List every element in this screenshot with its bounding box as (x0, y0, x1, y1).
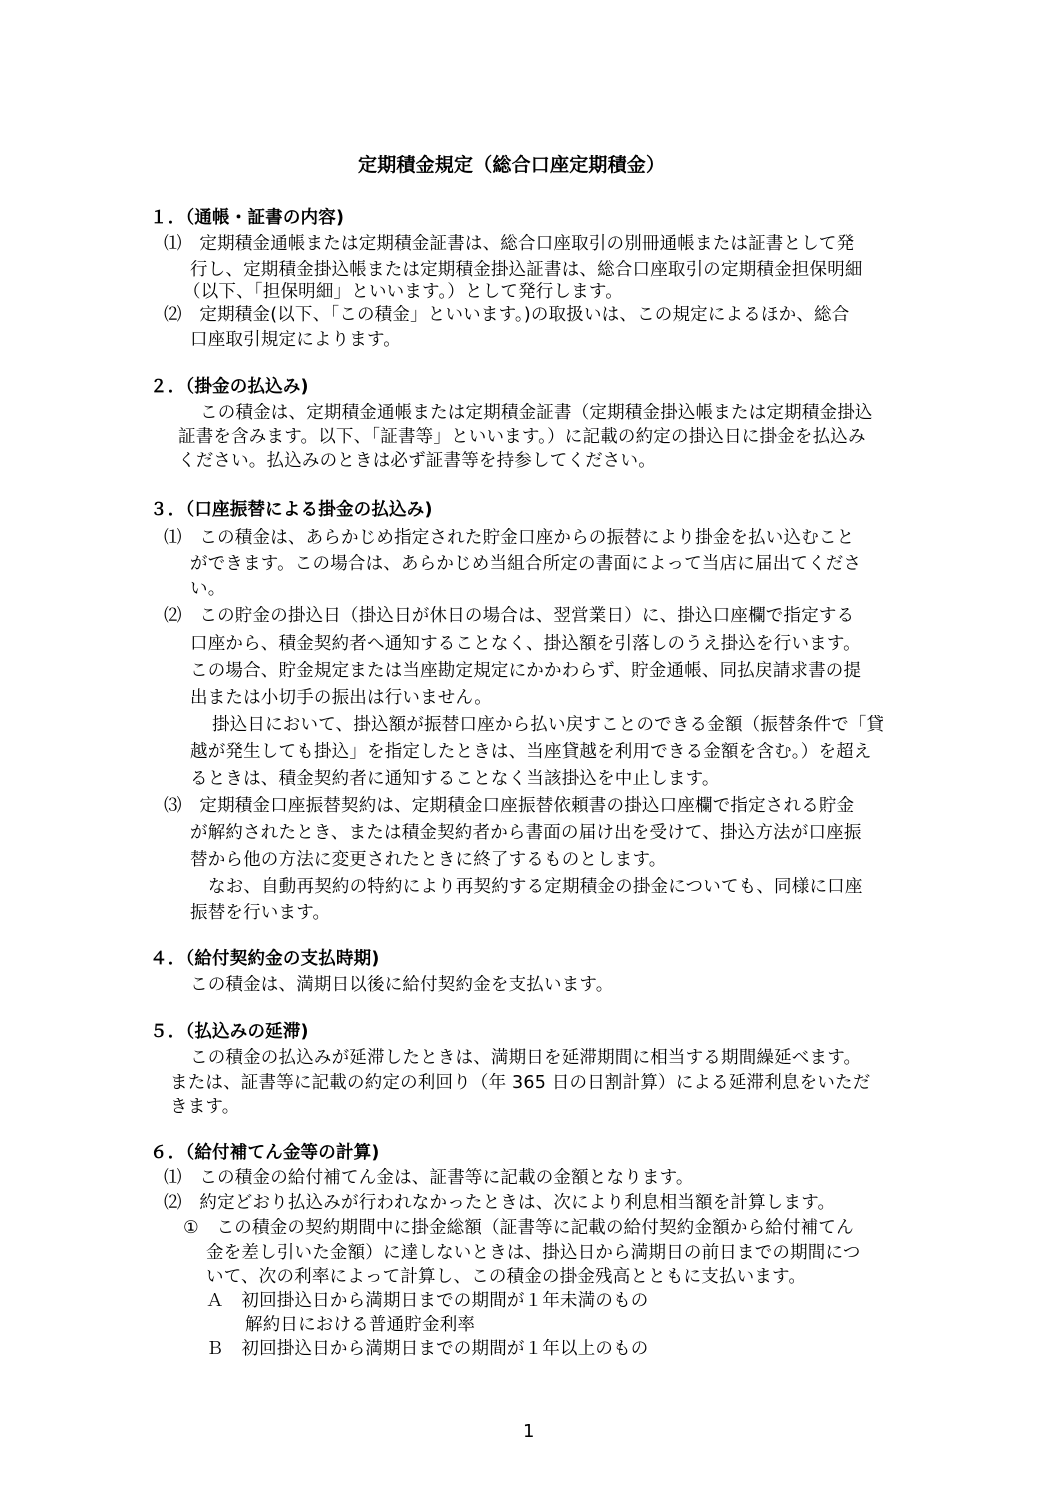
text-line: 口座取引規定によります。 (190, 330, 401, 350)
text-line: るときは、積金契約者に通知することなく当該掛込を中止します。 (190, 769, 720, 789)
text-line: または、証書等に記載の約定の利回り（年 365 日の日割計算）による延滞利息をいただ (170, 1073, 871, 1093)
section-heading-3: ３．（口座振替による掛金の払込み) (150, 500, 433, 520)
text-line: 金を差し引いた金額）に達しないときは、掛込日から満期日の前日までの期間につ (206, 1243, 861, 1263)
text-line: この場合、貯金規定または当座勘定規定にかかわらず、貯金通帳、同払戻請求書の提 (190, 661, 862, 681)
text-line: この積金は、満期日以後に給付契約金を支払います。 (190, 975, 614, 995)
section-heading-6: ６．（給付補てん金等の計算) (150, 1143, 380, 1163)
text-line: 口座から、積金契約者へ通知することなく、掛込額を引落しのうえ掛込を行います。 (190, 634, 861, 654)
text-line: ⑵ 定期積金(以下、「この積金」といいます。)の取扱いは、この規定によるほか、総合 (164, 305, 850, 325)
text-line: い。 (190, 579, 226, 599)
text-line: ⑶ 定期積金口座振替契約は、定期積金口座振替依頼書の掛込口座欄で指定される貯金 (164, 796, 855, 816)
text-line: ⑵ この貯金の掛込日（掛込日が休日の場合は、翌営業日）に、掛込口座欄で指定する (164, 606, 855, 626)
text-line: この積金の払込みが延滞したときは、満期日を延滞期間に相当する期間繰延べます。 (190, 1048, 862, 1068)
text-line: 越が発生しても掛込」を指定したときは、当座貸越を利用できる金額を含む。）を超え (190, 742, 872, 762)
text-line: 行し、定期積金掛込帳または定期積金掛込証書は、総合口座取引の定期積金担保明細 (190, 260, 863, 280)
text-line: 振替を行います。 (190, 903, 331, 923)
text-line: 解約日における普通貯金利率 (245, 1315, 476, 1335)
text-line: 証書を含みます。以下、「証書等」といいます。）に記載の約定の掛込日に掛金を払込み (178, 427, 866, 447)
text-line: Ａ 初回掛込日から満期日までの期間が１年未満のもの (206, 1291, 649, 1311)
section-heading-5: ５．（払込みの延滞) (150, 1022, 309, 1042)
section-heading-2: ２．（掛金の払込み) (150, 377, 309, 397)
text-line: ⑴ この積金は、あらかじめ指定された貯金口座からの振替により掛金を払い込むこと (164, 528, 855, 548)
text-line: ⑴ この積金の給付補てん金は、証書等に記載の金額となります。 (164, 1168, 694, 1188)
text-line: 掛込日において、掛込額が振替口座から払い戻すことのできる金額（振替条件で「貸 (212, 715, 885, 735)
text-line: ⑴ 定期積金通帳または定期積金証書は、総合口座取引の別冊通帳または証書として発 (164, 234, 855, 254)
document-title: 定期積金規定（総合口座定期積金） (358, 154, 666, 176)
section-heading-1: １．（通帳・証書の内容) (150, 208, 345, 228)
text-line: が解約されたとき、または積金契約者から書面の届け出を受けて、掛込方法が口座振 (190, 823, 862, 843)
text-line: ください。払込みのときは必ず証書等を持参してください。 (178, 451, 656, 471)
text-line: （以下、「担保明細」といいます。）として発行します。 (183, 282, 623, 302)
text-line: ① この積金の契約期間中に掛金総額（証書等に記載の給付契約金額から給付補てん (183, 1218, 854, 1238)
text-line: この積金は、定期積金通帳または定期積金証書（定期積金掛込帳または定期積金掛込 (200, 403, 873, 423)
page-number: 1 (523, 1421, 535, 1442)
text-line: なお、自動再契約の特約により再契約する定期積金の掛金についても、同様に口座 (208, 877, 863, 897)
text-line: きます。 (170, 1097, 240, 1117)
text-line: 替から他の方法に変更されたときに終了するものとします。 (190, 850, 667, 870)
text-line: 出または小切手の振出は行いません。 (190, 688, 492, 708)
text-line: ⑵ 約定どおり払込みが行われなかったときは、次により利息相当額を計算します。 (164, 1193, 836, 1213)
text-line: ができます。この場合は、あらかじめ当組合所定の書面によって当店に届出てくださ (190, 554, 862, 574)
text-line: いて、次の利率によって計算し、この積金の掛金残高とともに支払います。 (206, 1267, 807, 1287)
section-heading-4: ４．（給付契約金の支払時期) (150, 949, 380, 969)
text-line: Ｂ 初回掛込日から満期日までの期間が１年以上のもの (206, 1339, 649, 1359)
